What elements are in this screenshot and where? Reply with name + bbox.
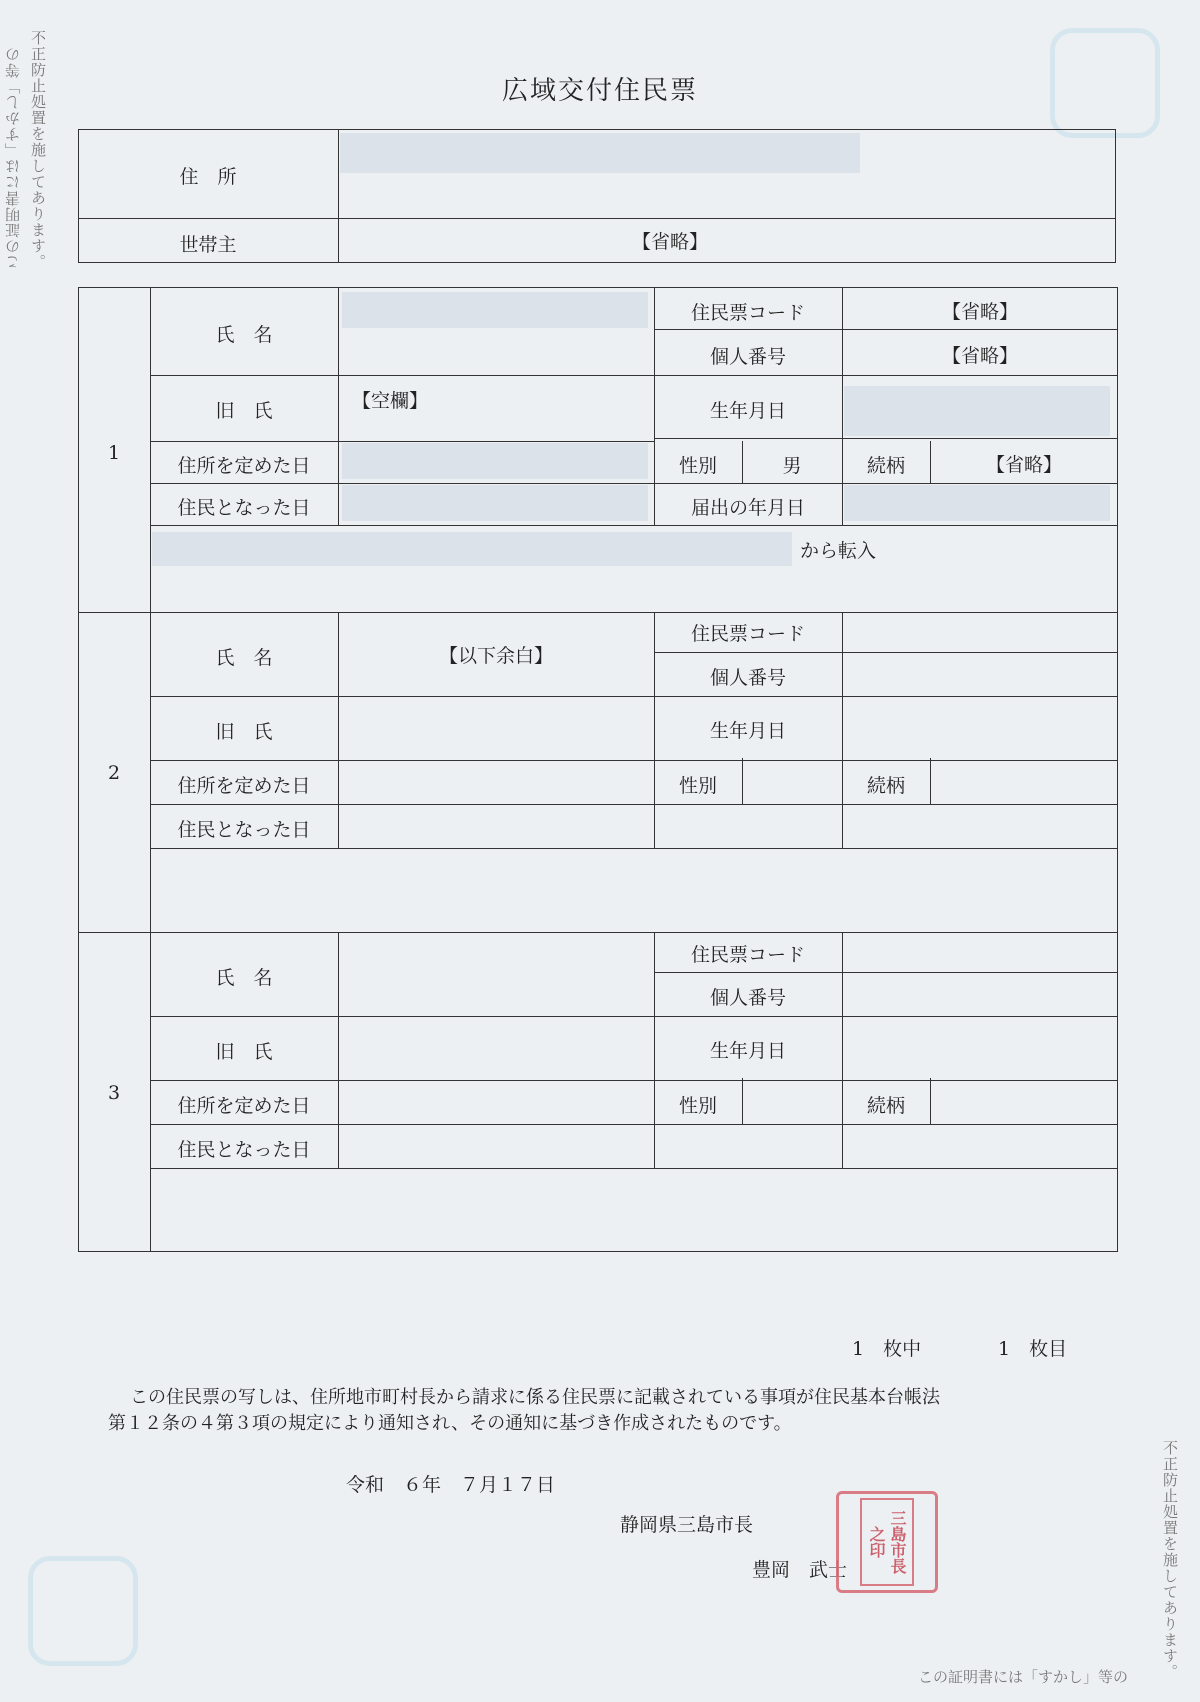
- grid-line: [654, 438, 1118, 439]
- addr-date-label: 住所を定めた日: [177, 775, 311, 797]
- addr-date-label: 住所を定めた日: [177, 455, 311, 477]
- report-date-label: 届出の年月日: [690, 497, 805, 519]
- grid-line: [742, 1078, 743, 1124]
- mayor-name: 豊岡 武士: [752, 1559, 848, 1581]
- security-notice-vertical: 不正防止処置を施してあります。: [29, 30, 47, 270]
- seal-text: 三島市長之印: [860, 1498, 914, 1586]
- grid-line: [930, 1078, 931, 1124]
- grid-line: [150, 1168, 1118, 1169]
- header-table-col-line: [338, 129, 339, 263]
- grid-line: [150, 375, 1118, 376]
- birth-label: 生年月日: [709, 1040, 786, 1062]
- grid-line: [150, 848, 1118, 849]
- mynumber-label: 個人番号: [709, 987, 786, 1009]
- report-date-redaction: [844, 485, 1110, 521]
- grid-line: [78, 932, 1118, 933]
- grid-line: [842, 612, 843, 848]
- code-label: 住民票コード: [690, 302, 805, 324]
- householder-value: 【省略】: [632, 231, 709, 253]
- grid-line: [78, 612, 1118, 613]
- former-name-value: 【空欄】: [352, 390, 429, 412]
- grid-line: [338, 287, 339, 525]
- name-label: 氏 名: [215, 324, 273, 346]
- notice-line-1: この住民票の写しは、住所地市町村長から請求に係る住民票に記載されている事項が住民基本台帳法: [130, 1387, 940, 1408]
- addr-date-redaction: [342, 443, 648, 479]
- issuer: 静岡県三島市長: [620, 1514, 754, 1536]
- previous-address-redaction: [152, 532, 792, 566]
- name-redaction: [342, 292, 648, 328]
- mynumber-label: 個人番号: [709, 667, 786, 689]
- resident-date-redaction: [342, 485, 648, 521]
- grid-line: [842, 932, 843, 1168]
- page-total: 1 枚中: [852, 1338, 922, 1360]
- security-notice-vertical-bottom: 不正防止処置を施してあります。: [1161, 1440, 1179, 1680]
- former-name-label: 旧 氏: [215, 1041, 273, 1063]
- relation-label: 続柄: [866, 775, 905, 797]
- code-label: 住民票コード: [690, 623, 805, 645]
- issue-date: 令和 ６年 ７月１７日: [346, 1474, 556, 1496]
- grid-line: [150, 1080, 1118, 1081]
- sex-value: 男: [782, 455, 802, 477]
- code-value: 【省略】: [941, 301, 1018, 323]
- code-label: 住民票コード: [690, 944, 805, 966]
- grid-line: [338, 932, 339, 1168]
- notice-line-2: 第１２条の４第３項の規定により通知され、その通知に基づき作成されたものです。: [108, 1413, 792, 1434]
- grid-line: [150, 696, 1118, 697]
- person-number: 2: [107, 762, 121, 784]
- birth-label: 生年月日: [709, 720, 786, 742]
- grid-line: [654, 652, 1118, 653]
- person-number: 1: [107, 442, 121, 464]
- grid-line: [150, 760, 1118, 761]
- name-label: 氏 名: [215, 967, 273, 989]
- official-seal: [836, 1491, 938, 1593]
- watermark-logo-icon: [28, 1556, 138, 1666]
- grid-line: [150, 804, 1118, 805]
- address-label: 住 所: [179, 166, 237, 188]
- mynumber-value: 【省略】: [941, 345, 1018, 367]
- name-value: 【以下余白】: [438, 645, 553, 667]
- relation-label: 続柄: [866, 1095, 905, 1117]
- former-name-label: 旧 氏: [215, 400, 273, 422]
- grid-line: [654, 329, 1118, 330]
- mynumber-label: 個人番号: [709, 346, 786, 368]
- grid-line: [150, 525, 1118, 526]
- grid-line: [930, 758, 931, 804]
- resident-date-label: 住民となった日: [177, 819, 311, 841]
- grid-line: [150, 483, 1118, 484]
- security-notice-flipped: この証明書には「すかし」等の: [4, 46, 22, 270]
- householder-label: 世帯主: [179, 234, 237, 256]
- grid-line: [742, 758, 743, 804]
- resident-date-label: 住民となった日: [177, 1139, 311, 1161]
- relation-label: 続柄: [866, 455, 905, 477]
- former-name-label: 旧 氏: [215, 721, 273, 743]
- sex-label: 性別: [678, 455, 717, 477]
- sex-label: 性別: [678, 775, 717, 797]
- page-title: 広域交付住民票: [501, 76, 698, 106]
- grid-line: [654, 972, 1118, 973]
- birthdate-redaction: [844, 386, 1110, 436]
- name-label: 氏 名: [215, 647, 273, 669]
- header-table-row-line: [78, 218, 1116, 219]
- addr-date-label: 住所を定めた日: [177, 1095, 311, 1117]
- relation-value: 【省略】: [985, 454, 1062, 476]
- sex-label: 性別: [678, 1095, 717, 1117]
- grid-line: [150, 1016, 1118, 1017]
- moved-from-text: から転入: [800, 540, 877, 562]
- birth-label: 生年月日: [709, 400, 786, 422]
- grid-line: [150, 1124, 1118, 1125]
- resident-date-label: 住民となった日: [177, 497, 311, 519]
- security-notice-bottom: この証明書には「すかし」等の: [918, 1668, 1129, 1686]
- grid-line: [150, 441, 654, 442]
- person-number: 3: [107, 1082, 121, 1104]
- page-current: 1 枚目: [998, 1338, 1068, 1360]
